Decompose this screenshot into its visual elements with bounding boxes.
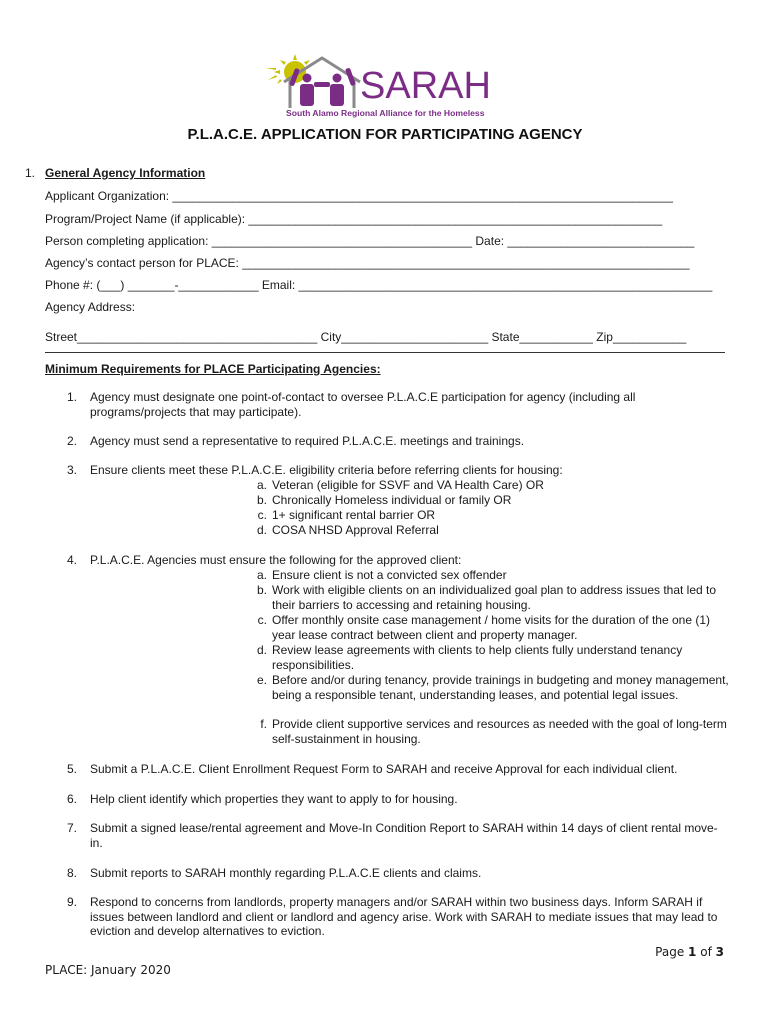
program-name-label: Program/Project Name (if applicable): ______________________________________________________________ xyxy=(45,212,663,226)
sub-item-text: Offer monthly onsite case management / home visits for the duration of the one (1) year lease contract between client and property manager. xyxy=(272,613,711,642)
list-item-number: 2. xyxy=(67,434,78,448)
contact-person-label: Agency’s contact person for PLACE: ___________________________________________________________________ xyxy=(45,256,690,270)
sub-item-text: Provide client supportive services and resources as needed with the goal of long-term self-sustainment in housing. xyxy=(272,717,727,746)
sub-item-text: 1+ significant rental barrier OR xyxy=(272,508,436,522)
list-item-text: P.L.A.C.E. Agencies must ensure the following for the approved client: xyxy=(90,553,462,567)
list-item-text: Help client identify which properties they want to apply to for housing. xyxy=(90,792,458,806)
sub-item-letter: e. xyxy=(256,673,267,687)
list-item-text: Agency must send a representative to required P.L.A.C.E. meetings and trainings. xyxy=(90,434,525,448)
sub-item-text: Work with eligible clients on an individualized goal plan to address issues that led to their barriers to accessing and retaining housing. xyxy=(272,583,717,612)
sub-item-letter: b. xyxy=(256,493,267,507)
agency-address-label: Agency Address: xyxy=(45,300,136,314)
list-item-text: Respond to concerns from landlords, property managers and/or SARAH within two business days. Inform SARAH if issues between landlord and client or landlord and agency arise. Work with SARAH to mediate issues that may lead to eviction and develop alternatives to eviction. xyxy=(90,895,718,938)
list-item-number: 8. xyxy=(67,866,78,880)
page-word: Page xyxy=(655,945,685,959)
address-fields[interactable] xyxy=(45,330,725,344)
sub-item-letter: f. xyxy=(260,717,267,731)
page-total: 3 xyxy=(715,945,724,959)
list-item-text: Agency must designate one point-of-contact to oversee P.L.A.C.E participation for agency (including all programs/projects that may participate). xyxy=(90,390,636,419)
list-item-text: Ensure clients meet these P.L.A.C.E. eligibility criteria before referring clients for housing: xyxy=(90,463,563,477)
list-item-number: 5. xyxy=(67,762,78,776)
phone-email-field[interactable] xyxy=(45,278,725,292)
email-label: Email: ______________________________________________________________ xyxy=(261,278,713,292)
applicant-org-field[interactable] xyxy=(45,189,725,203)
of-word: of xyxy=(700,945,712,959)
sub-item-letter: b. xyxy=(256,583,267,597)
sub-item-text: Ensure client is not a convicted sex offender xyxy=(272,568,507,582)
sub-item-letter: d. xyxy=(256,643,267,657)
list-item-number: 7. xyxy=(67,821,78,835)
sub-item-text: COSA NHSD Approval Referral xyxy=(272,523,439,537)
sub-item-letter: a. xyxy=(256,478,267,492)
city-label: City______________________ xyxy=(320,330,489,344)
sub-item-letter: d. xyxy=(256,523,267,537)
date-field-label: Date: ____________________________ xyxy=(475,234,695,248)
list-item-number: 6. xyxy=(67,792,78,806)
phone-label: Phone #: (___) _______-____________ xyxy=(45,278,259,292)
list-item-number: 3. xyxy=(67,463,78,477)
zip-label: Zip___________ xyxy=(596,330,687,344)
logo-brand-text: SARAH xyxy=(360,65,491,107)
list-item-text: Submit reports to SARAH monthly regarding P.L.A.C.E clients and claims. xyxy=(90,866,482,880)
page-title: P.L.A.C.E. APPLICATION FOR PARTICIPATING AGENCY xyxy=(187,126,583,143)
sub-item-letter: c. xyxy=(257,508,267,522)
sub-item-letter: c. xyxy=(257,613,267,627)
person-completing-field[interactable] xyxy=(45,234,725,248)
list-item-text: Submit a P.L.A.C.E. Client Enrollment Request Form to SARAH and receive Approval for each individual client. xyxy=(90,762,678,776)
section-heading: General Agency Information xyxy=(45,166,206,180)
page-current: 1 xyxy=(688,945,697,959)
list-item-number: 1. xyxy=(67,390,78,404)
sarah-logo-graphic xyxy=(262,52,512,124)
requirements-heading: Minimum Requirements for PLACE Participating Agencies: xyxy=(45,362,381,376)
logo-tagline: South Alamo Regional Alliance for the Homeless xyxy=(286,108,485,118)
person-completing-label: Person completing application: _______________________________________ xyxy=(45,234,473,248)
street-label: Street____________________________________ xyxy=(45,330,318,344)
sub-item-letter: a. xyxy=(256,568,267,582)
list-item-text: Submit a signed lease/rental agreement and Move-In Condition Report to SARAH within 14 days of client rental move-in. xyxy=(90,821,718,850)
page-number xyxy=(655,945,724,959)
sub-item-text: Veteran (eligible for SSVF and VA Health Care) OR xyxy=(272,478,544,492)
list-item-number: 9. xyxy=(67,895,78,909)
sub-item-text: Review lease agreements with clients to help clients fully understand tenancy responsibilities. xyxy=(272,643,683,672)
divider xyxy=(45,352,725,353)
sub-item-text: Chronically Homeless individual or family OR xyxy=(272,493,512,507)
program-name-field[interactable] xyxy=(45,212,725,226)
list-item-number: 4. xyxy=(67,553,78,567)
contact-person-field[interactable] xyxy=(45,256,725,270)
sarah-logo xyxy=(262,52,512,124)
footer-date: PLACE: January 2020 xyxy=(45,963,171,977)
section-number: 1. xyxy=(25,166,36,180)
state-label: State___________ xyxy=(491,330,593,344)
sub-item-text: Before and/or during tenancy, provide trainings in budgeting and money management, being a responsible tenant, understanding leases, and potential legal issues. xyxy=(272,673,729,702)
applicant-org-label: Applicant Organization: ___________________________________________________________________________ xyxy=(45,189,673,203)
